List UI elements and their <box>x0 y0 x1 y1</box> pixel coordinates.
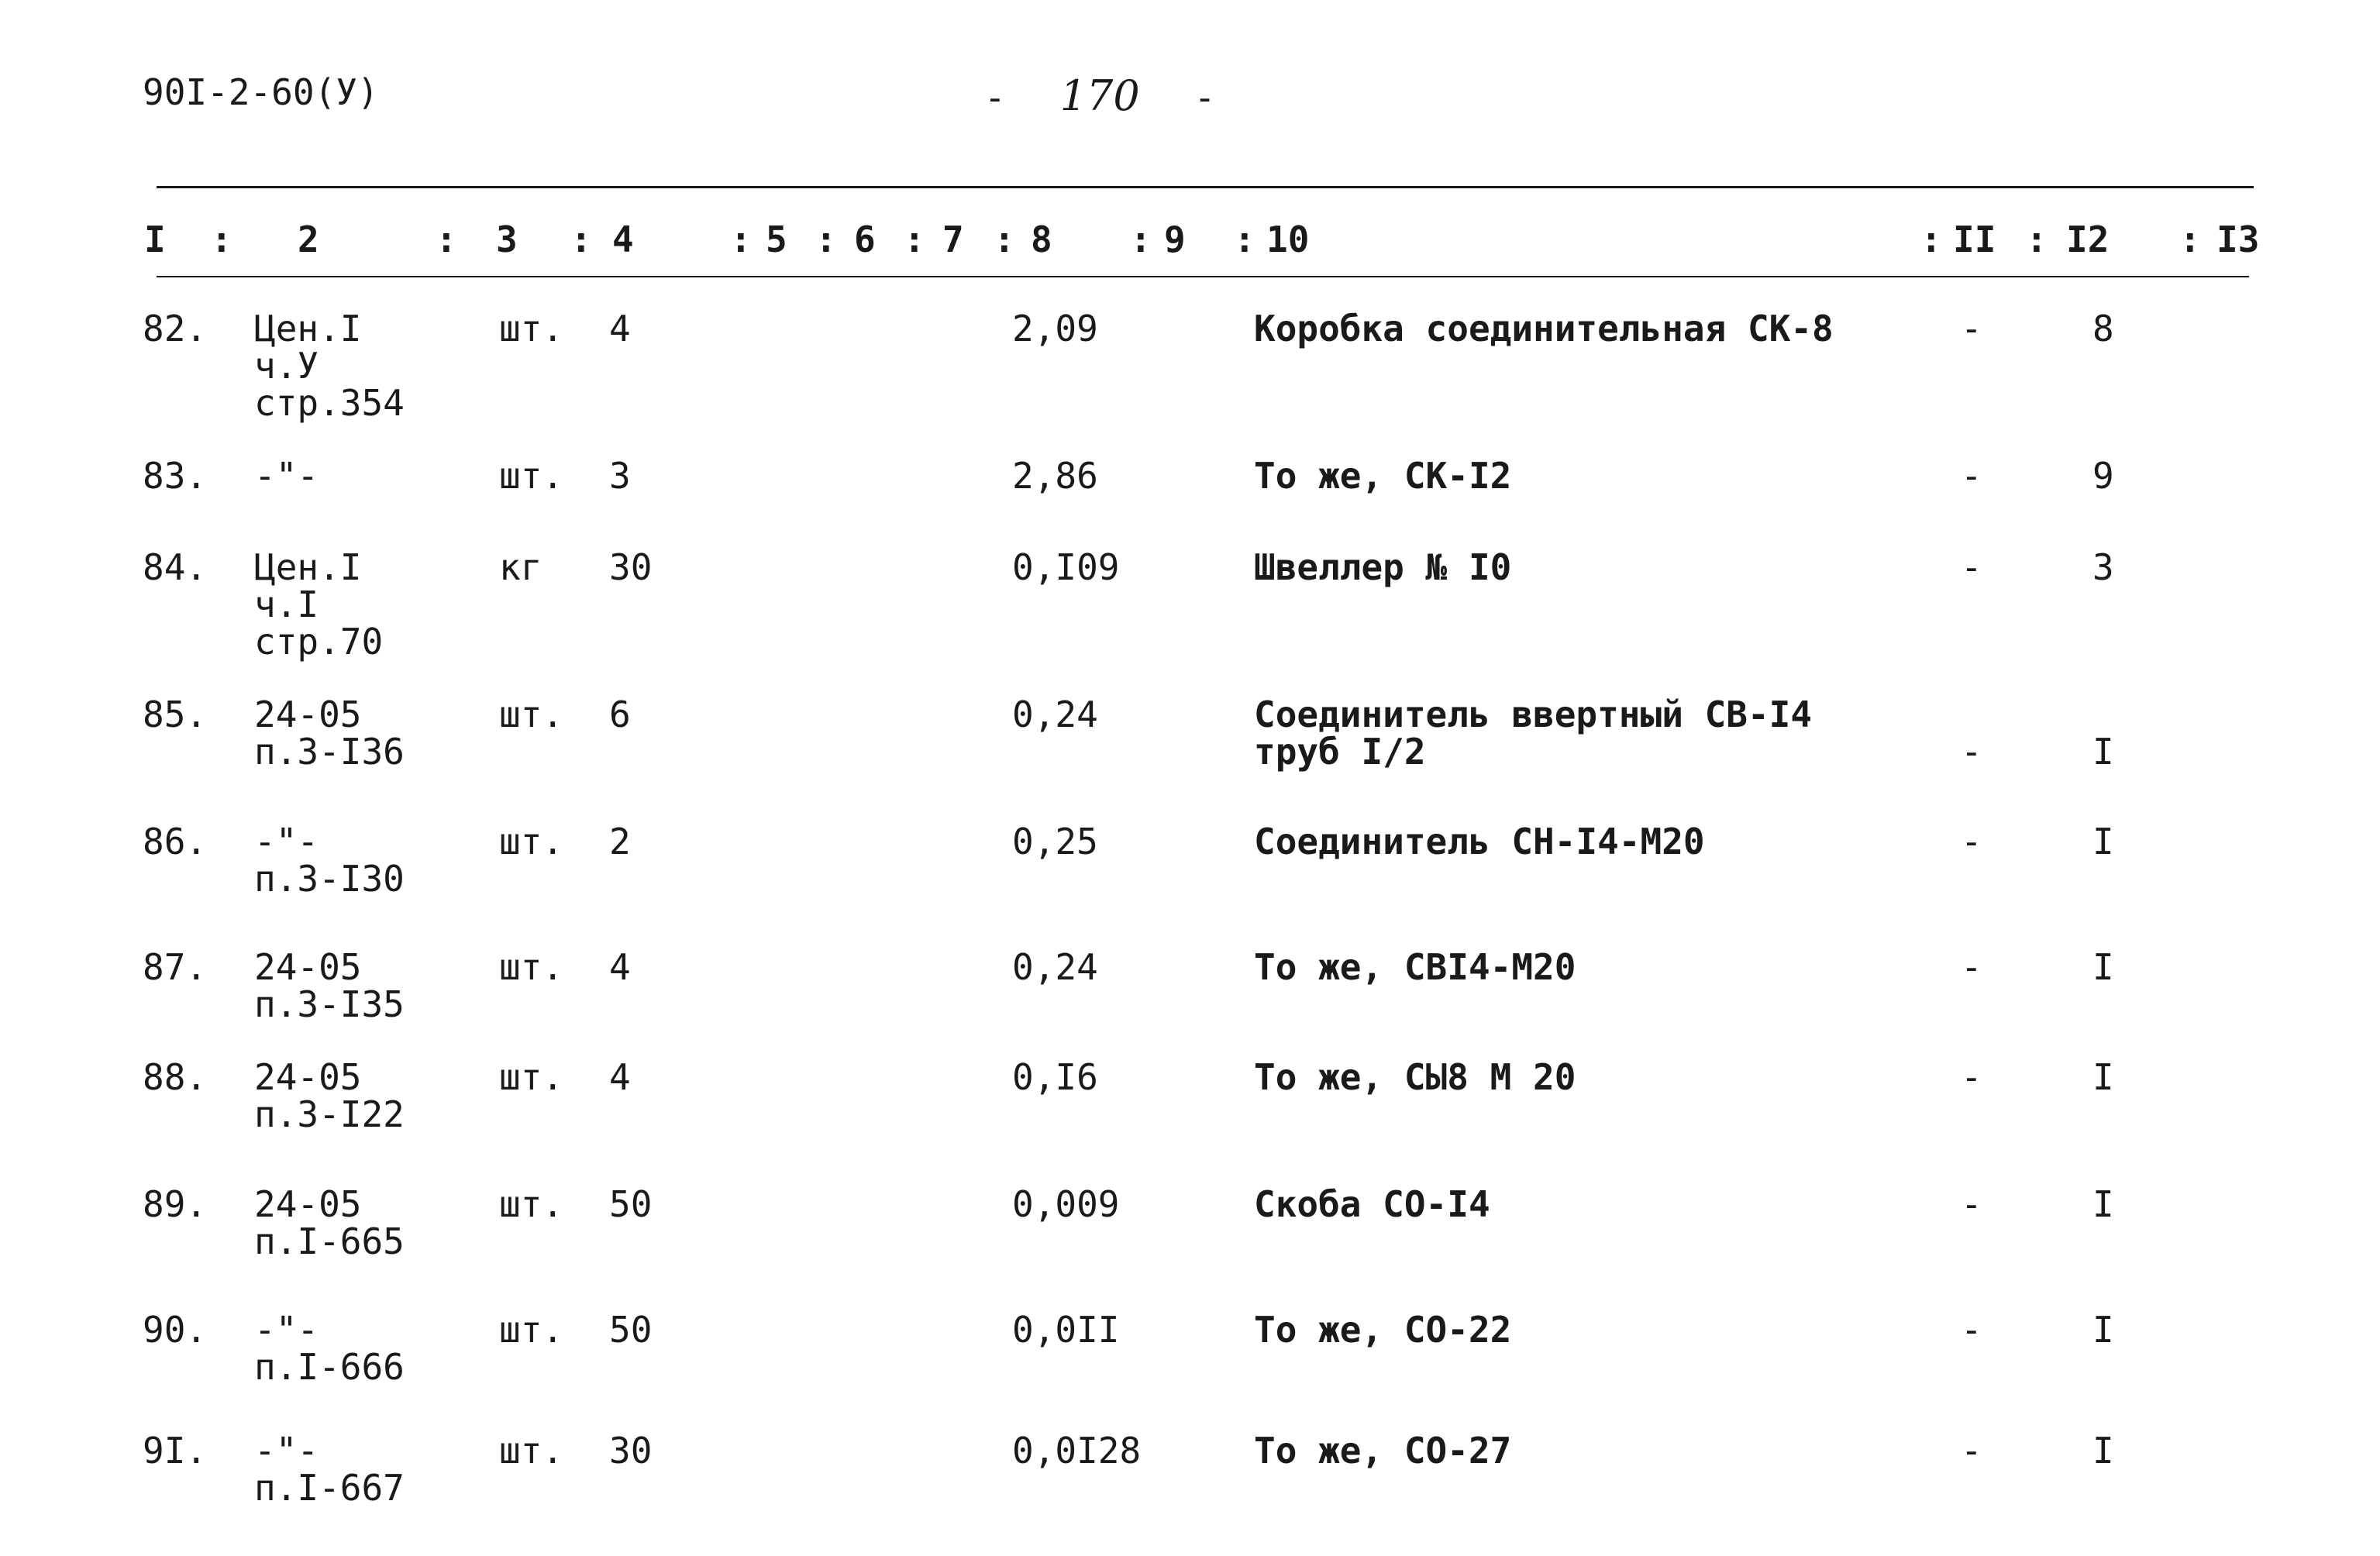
cell-source <box>254 1430 405 1509</box>
cell-source-line: 24-05 <box>254 1183 362 1225</box>
column-separator: : <box>904 219 925 260</box>
column-header: 10 <box>1266 219 1310 260</box>
cell-qty: 4 <box>609 946 631 988</box>
cell-col12: 9 <box>2092 455 2114 497</box>
cell-source-line: п.3-I36 <box>254 731 405 773</box>
cell-unit: шт. <box>499 1056 564 1098</box>
cell-unit: шт. <box>499 694 564 735</box>
cell-source-line: 24-05 <box>254 946 362 988</box>
cell-description-line: То же, СО-22 <box>1254 1309 1512 1351</box>
cell-qty: 30 <box>609 546 653 588</box>
cell-description-line: Соединитель СН-I4-М20 <box>1254 821 1705 862</box>
cell-source-line: п.I-665 <box>254 1220 405 1262</box>
cell-col12: I <box>2092 731 2114 773</box>
cell-unit: шт. <box>499 821 564 862</box>
cell-source-line: стр.354 <box>254 382 405 424</box>
cell-price: 0,009 <box>1012 1183 1120 1225</box>
column-header: 3 <box>496 219 518 260</box>
cell-col11: - <box>1961 731 1982 773</box>
cell-source <box>254 455 319 497</box>
column-header: 5 <box>766 219 787 260</box>
cell-source-line: п.3-I35 <box>254 983 405 1025</box>
cell-unit: кг <box>499 546 542 588</box>
cell-description <box>1254 1309 1512 1351</box>
cell-description <box>1254 1430 1512 1472</box>
cell-source-line: ч.У <box>254 345 319 387</box>
cell-price: 0,0I28 <box>1012 1430 1142 1472</box>
cell-price: 2,09 <box>1012 308 1098 349</box>
cell-col12: 8 <box>2092 308 2114 349</box>
cell-col12: I <box>2092 1309 2114 1351</box>
cell-description-line: Швеллер № I0 <box>1254 546 1512 588</box>
cell-description-line: Скоба СО-I4 <box>1254 1183 1490 1225</box>
cell-unit: шт. <box>499 1183 564 1225</box>
cell-qty: 2 <box>609 821 631 862</box>
cell-col12: I <box>2092 1056 2114 1098</box>
cell-source-line: -"- <box>254 1430 319 1472</box>
cell-qty: 30 <box>609 1430 653 1472</box>
column-separator: : <box>815 219 837 260</box>
cell-source <box>254 821 405 900</box>
cell-col11: - <box>1961 546 1982 588</box>
cell-source-line: -"- <box>254 455 319 497</box>
cell-description <box>1254 546 1512 588</box>
cell-price: 0,I6 <box>1012 1056 1098 1098</box>
cell-description <box>1254 694 1813 773</box>
column-header: II <box>1953 219 1996 260</box>
cell-source-line: 24-05 <box>254 1056 362 1098</box>
cell-unit: шт. <box>499 455 564 497</box>
document-code: 90I-2-60(У) <box>143 71 379 113</box>
cell-source <box>254 694 405 773</box>
cell-no: 82. <box>143 308 208 349</box>
column-separator: : <box>570 219 592 260</box>
column-header: 7 <box>942 219 964 260</box>
cell-no: 90. <box>143 1309 208 1351</box>
cell-price: 0,I09 <box>1012 546 1120 588</box>
cell-price: 0,0II <box>1012 1309 1120 1351</box>
cell-no: 85. <box>143 694 208 735</box>
cell-source <box>254 546 384 663</box>
column-separator: : <box>2179 219 2201 260</box>
column-separator: : <box>1130 219 1152 260</box>
cell-qty: 50 <box>609 1183 653 1225</box>
cell-source-line: ч.I <box>254 584 319 625</box>
cell-col12: I <box>2092 1183 2114 1225</box>
cell-source <box>254 948 405 1023</box>
cell-source-line: Цен.I <box>254 546 362 588</box>
cell-description-line: То же, СВI4-М20 <box>1254 946 1576 988</box>
column-header: I2 <box>2066 219 2110 260</box>
column-separator: : <box>730 219 752 260</box>
cell-source-line: п.3-I22 <box>254 1093 405 1135</box>
cell-source-line: -"- <box>254 1309 319 1351</box>
cell-source <box>254 1183 405 1262</box>
cell-qty: 3 <box>609 455 631 497</box>
cell-source-line: стр.70 <box>254 621 384 663</box>
cell-no: 89. <box>143 1183 208 1225</box>
cell-no: 84. <box>143 546 208 588</box>
cell-no: 87. <box>143 946 208 988</box>
cell-source-line: п.3-I30 <box>254 858 405 900</box>
column-header: 6 <box>854 219 876 260</box>
cell-description <box>1254 823 1705 860</box>
page-dash-left: - <box>984 77 1006 119</box>
cell-price: 0,24 <box>1012 946 1098 988</box>
cell-col12: I <box>2092 1430 2114 1472</box>
cell-price: 2,86 <box>1012 455 1098 497</box>
cell-source-line: -"- <box>254 821 319 862</box>
cell-description <box>1254 1183 1490 1225</box>
page-number-value: 170 <box>1059 71 1140 120</box>
cell-col11: - <box>1961 308 1982 349</box>
cell-col11: - <box>1961 455 1982 497</box>
cell-no: 86. <box>143 821 208 862</box>
cell-description-line: Коробка соединительная СК-8 <box>1254 308 1834 349</box>
page-dash-right: - <box>1193 77 1216 119</box>
cell-col12: 3 <box>2092 546 2114 588</box>
column-header: I3 <box>2216 219 2260 260</box>
cell-qty: 4 <box>609 1056 631 1098</box>
cell-no: 9I. <box>143 1430 208 1472</box>
cell-description <box>1254 455 1512 497</box>
cell-col11: - <box>1961 1183 1982 1225</box>
column-header: 4 <box>612 219 634 260</box>
top-rule <box>157 186 2254 188</box>
cell-col11: - <box>1961 946 1982 988</box>
cell-description <box>1254 310 1834 347</box>
header-rule <box>157 276 2249 277</box>
column-separator: : <box>2026 219 2048 260</box>
cell-source-line: Цен.I <box>254 308 362 349</box>
cell-col12: I <box>2092 946 2114 988</box>
cell-unit: шт. <box>499 1430 564 1472</box>
cell-col11: - <box>1961 1430 1982 1472</box>
cell-description-line: То же, СЫ8 М 20 <box>1254 1056 1576 1098</box>
column-separator: : <box>994 219 1015 260</box>
cell-description-line: То же, СК-I2 <box>1254 455 1512 497</box>
cell-description <box>1254 1056 1576 1098</box>
column-separator: : <box>1234 219 1255 260</box>
cell-description-line: То же, СО-27 <box>1254 1430 1512 1472</box>
cell-qty: 6 <box>609 694 631 735</box>
cell-source <box>254 1056 405 1135</box>
cell-unit: шт. <box>499 946 564 988</box>
cell-source-line: п.I-666 <box>254 1346 405 1388</box>
cell-price: 0,25 <box>1012 821 1098 862</box>
cell-source-line: 24-05 <box>254 694 362 735</box>
cell-description-line: труб I/2 <box>1254 731 1426 773</box>
cell-price: 0,24 <box>1012 694 1098 735</box>
cell-col12: I <box>2092 821 2114 862</box>
cell-unit: шт. <box>499 1309 564 1351</box>
page-number <box>984 71 1215 120</box>
column-separator: : <box>436 219 457 260</box>
cell-qty: 50 <box>609 1309 653 1351</box>
column-separator: : <box>211 219 232 260</box>
cell-description-line: Соединитель ввертный СВ-I4 <box>1254 694 1813 735</box>
cell-col11: - <box>1961 1309 1982 1351</box>
cell-qty: 4 <box>609 308 631 349</box>
column-header: 8 <box>1031 219 1052 260</box>
cell-source <box>254 1311 405 1386</box>
column-header: 9 <box>1164 219 1186 260</box>
column-header: 2 <box>298 219 319 260</box>
cell-source <box>254 310 405 422</box>
column-header: I <box>144 219 166 260</box>
column-separator: : <box>1920 219 1942 260</box>
cell-no: 83. <box>143 455 208 497</box>
cell-no: 88. <box>143 1056 208 1098</box>
cell-col11: - <box>1961 821 1982 862</box>
cell-unit: шт. <box>499 308 564 349</box>
cell-col11: - <box>1961 1056 1982 1098</box>
cell-description <box>1254 948 1576 986</box>
cell-source-line: п.I-667 <box>254 1467 405 1509</box>
